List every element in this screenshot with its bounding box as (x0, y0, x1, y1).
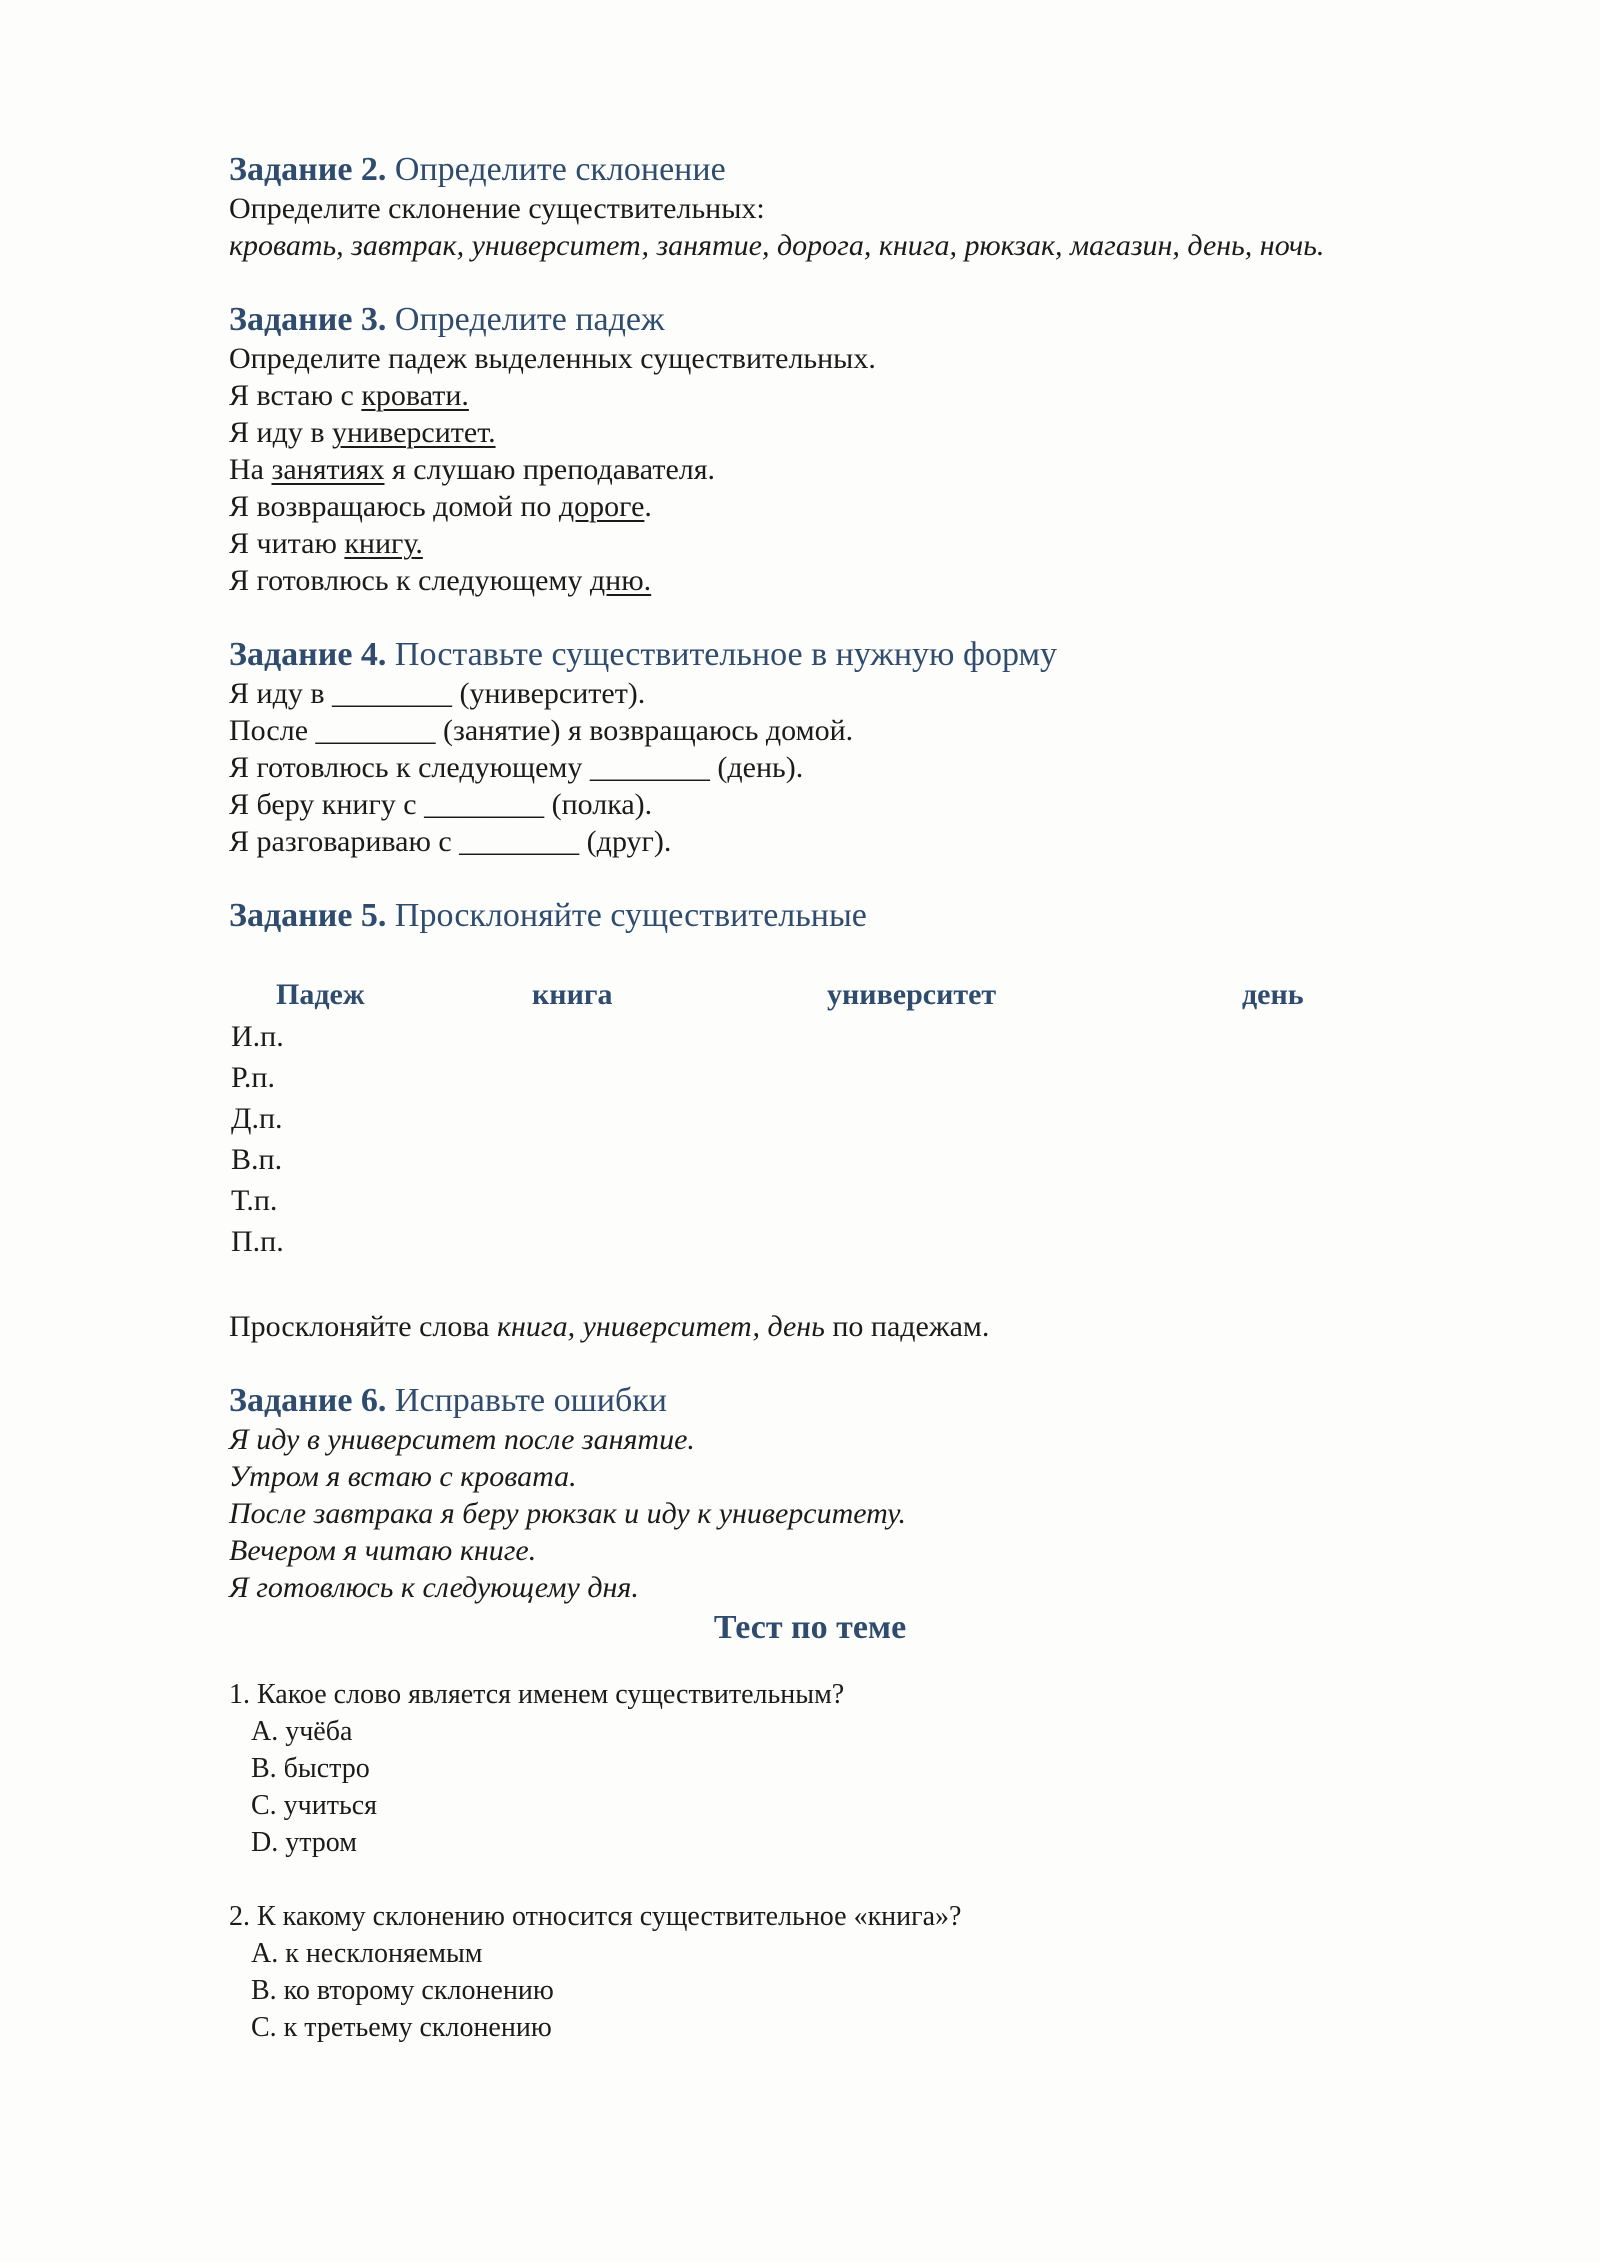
line-text: Я готовлюсь к следующему (229, 564, 590, 597)
task-4-line: Я готовлюсь к следующему ________ (день). (229, 751, 804, 784)
task-4-label: Задание 4. (229, 636, 387, 673)
answer-option: A. учёба (251, 1716, 353, 1747)
line-text: На (229, 453, 272, 486)
task-3-line (229, 414, 1409, 451)
task-6-title: Исправьте ошибки (394, 1382, 667, 1419)
underlined-word: кровати. (361, 379, 469, 412)
answer-option: A. к несклоняемым (251, 1938, 483, 1969)
underlined-word: книгу. (344, 527, 423, 560)
spacer (229, 599, 1409, 635)
table-case-label: Д.п. (231, 1102, 283, 1135)
task-3-line (229, 562, 1409, 599)
answer-option: C. к третьему склонению (251, 2012, 552, 2043)
task-2-title: Определите склонение (394, 151, 726, 188)
task-3-heading (229, 300, 1409, 340)
task-5-title: Просклоняйте существительные (394, 897, 867, 934)
note-text: по падежам. (824, 1310, 990, 1343)
task-4-title: Поставьте существительное в нужную форму (394, 636, 1057, 673)
task-4-line: После ________ (занятие) я возвращаюсь домой. (229, 714, 854, 747)
spacer (229, 264, 1409, 300)
note-words: книга, университет, день (496, 1310, 825, 1343)
answer-option: C. учиться (251, 1790, 378, 1821)
task-3-label: Задание 3. (229, 301, 387, 338)
underlined-word: дороге (558, 490, 645, 523)
table-case-label: И.п. (231, 1020, 284, 1053)
task-3 (229, 300, 1409, 599)
table-case-label: Т.п. (231, 1184, 278, 1217)
line-text: Я возвращаюсь домой по (229, 490, 559, 523)
spacer (229, 1345, 1409, 1381)
task-6-line: Вечером я читаю книге. (229, 1534, 537, 1567)
task-6-line: Утром я встаю с кровата. (229, 1460, 577, 1493)
test-question: 1. Какое слово является именем существительным? (229, 1679, 845, 1710)
task-2-instruction: Определите склонение существительных: (229, 192, 765, 225)
table-header-universitet: университет (827, 978, 997, 1011)
test-title: Тест по теме (713, 1609, 907, 1646)
task-2-label: Задание 2. (229, 151, 387, 188)
answer-option: B. ко второму склонению (251, 1975, 554, 2006)
task-3-line (229, 451, 1409, 488)
line-text: Я иду в (229, 416, 332, 449)
spacer (229, 860, 1409, 896)
task-4-line: Я иду в ________ (университет). (229, 677, 646, 710)
task-5-label: Задание 5. (229, 897, 387, 934)
answer-option: B. быстро (251, 1753, 370, 1784)
task-3-line (229, 377, 1409, 414)
task-2-words: кровать, завтрак, университет, занятие, дорога, книга, рюкзак, магазин, день, ночь. (229, 229, 1325, 262)
task-4-heading (229, 635, 1409, 675)
task-3-line (229, 525, 1409, 562)
table-case-label: В.п. (231, 1143, 283, 1176)
underlined-word: университет. (332, 416, 496, 449)
task-3-instruction: Определите падеж выделенных существительных. (229, 342, 876, 375)
table-case-label: Р.п. (231, 1061, 275, 1094)
test-section (229, 1606, 1409, 2046)
line-text: Я встаю с (229, 379, 362, 412)
declension-table (229, 978, 1409, 1318)
task-6-line: Я готовлюсь к следующему дня. (229, 1571, 639, 1604)
task-4-line: Я разговариваю с ________ (друг). (229, 825, 672, 858)
task-5 (229, 896, 1409, 1345)
document-content (229, 150, 1409, 2046)
task-2 (229, 150, 1409, 264)
answer-option: D. утром (251, 1827, 357, 1858)
table-header-den: день (1242, 978, 1304, 1011)
task-6-label: Задание 6. (229, 1382, 387, 1419)
task-2-heading (229, 150, 1409, 190)
task-4 (229, 635, 1409, 860)
task-4-line: Я беру книгу с ________ (полка). (229, 788, 653, 821)
underlined-word: занятиях (271, 453, 385, 486)
task-6 (229, 1381, 1409, 1606)
spacer (229, 1650, 1409, 1676)
line-text: я слушаю преподавателя. (384, 453, 716, 486)
task-3-line (229, 488, 1409, 525)
task-3-title: Определите падеж (394, 301, 665, 338)
note-text: Просклоняйте слова (229, 1310, 497, 1343)
test-question: 2. К какому склонению относится существительное «книга»? (229, 1901, 962, 1932)
line-text: Я читаю (229, 527, 345, 560)
task-5-heading (229, 896, 1409, 936)
task-6-heading (229, 1381, 1409, 1421)
task-6-line: После завтрака я беру рюкзак и иду к университету. (229, 1497, 907, 1530)
table-header-kniga: книга (532, 978, 613, 1011)
task-6-line: Я иду в университет после занятие. (229, 1423, 695, 1456)
spacer (229, 1861, 1409, 1898)
table-case-label: П.п. (231, 1225, 284, 1258)
table-header-case: Падеж (276, 978, 365, 1011)
line-text: . (644, 490, 652, 523)
underlined-word: дню. (589, 564, 652, 597)
